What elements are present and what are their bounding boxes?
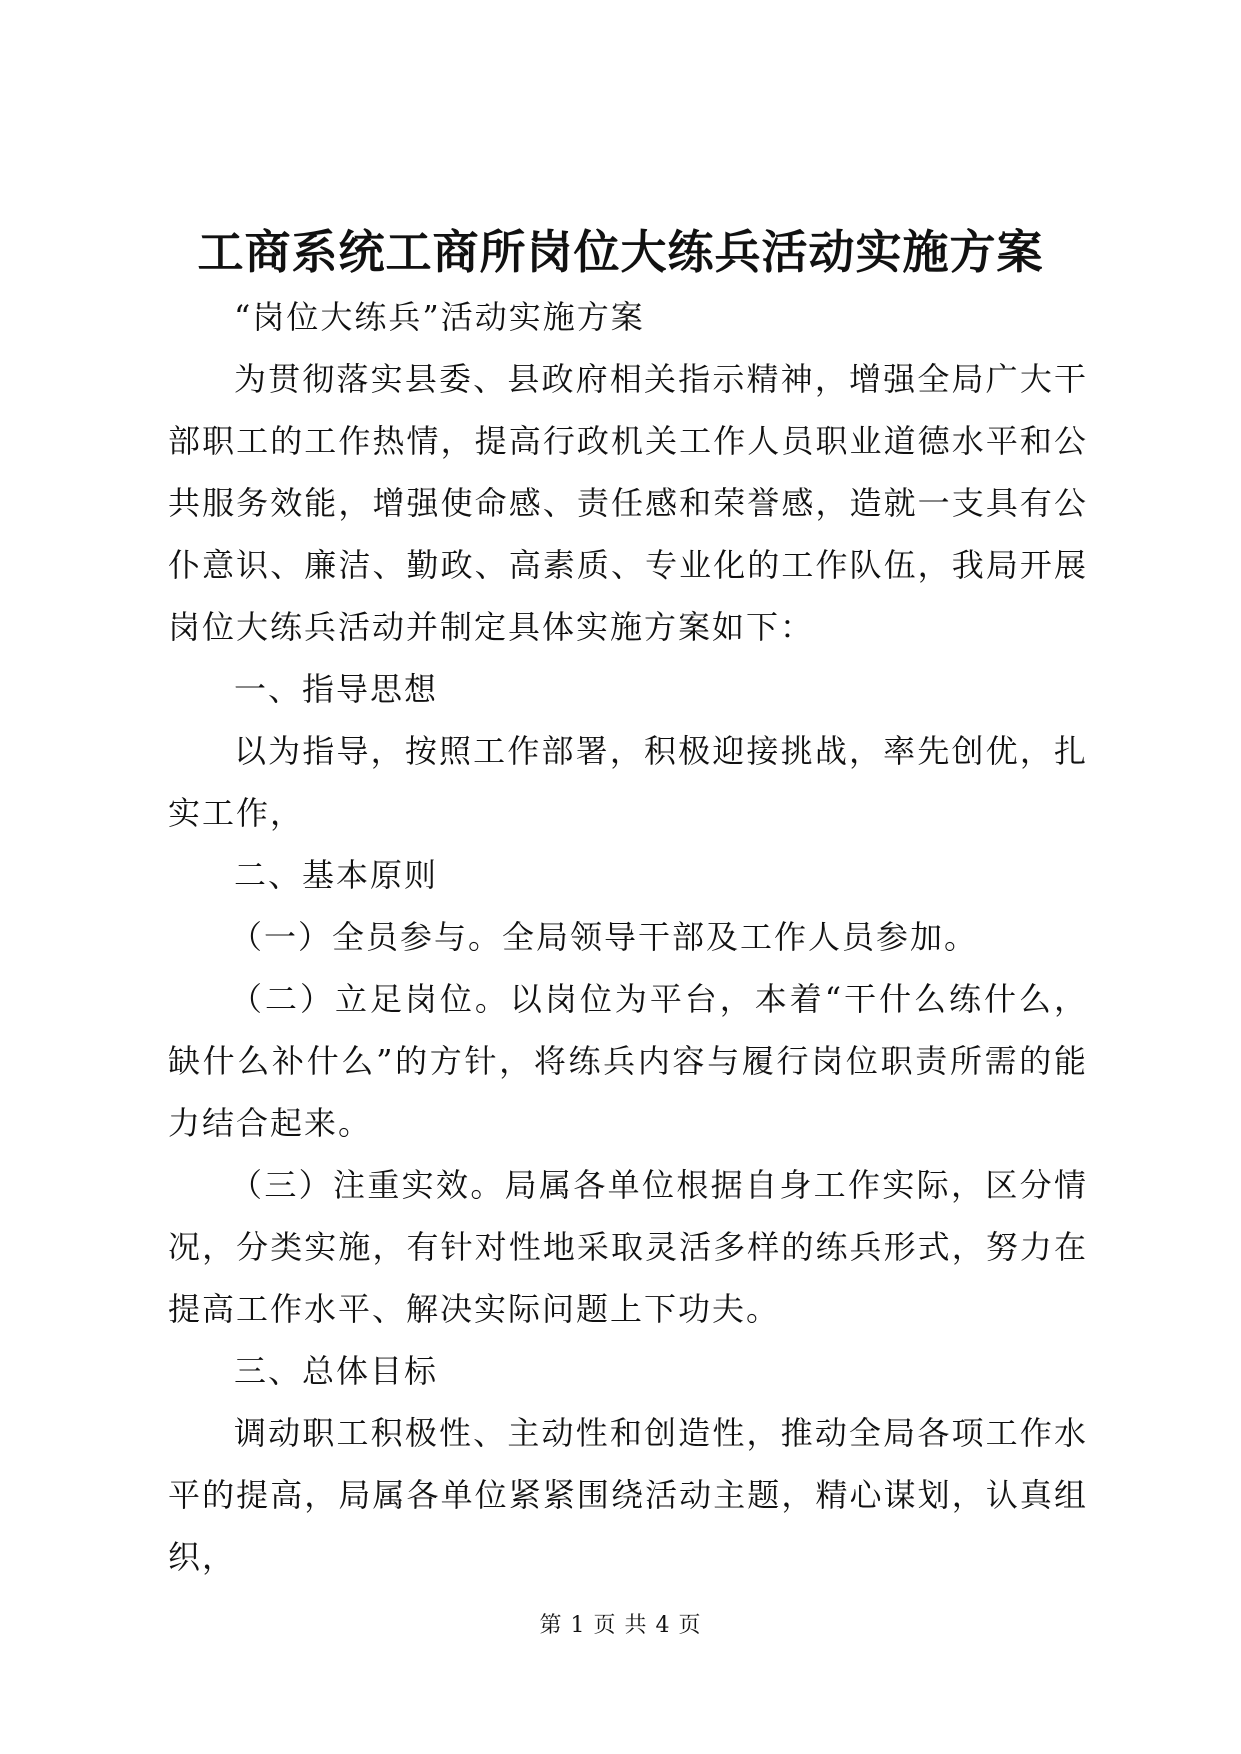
subtitle-paragraph: “岗位大练兵”活动实施方案 [234, 298, 645, 336]
guiding-ideology-paragraph: 以为指导，按照工作部署，积极迎接挑战，率先创优，扎实工作， [168, 732, 1088, 832]
section-heading-guiding-ideology: 一、指导思想 [234, 670, 439, 708]
document-body [168, 286, 1088, 1588]
document-title: 工商系统工商所岗位大练兵活动实施方案 [197, 225, 1044, 279]
section-heading-overall-goals: 三、总体目标 [234, 1352, 439, 1390]
page-number-footer: 第 1 页 共 4 页 [539, 1613, 702, 1638]
principle-3-paragraph: （三）注重实效。局属各单位根据自身工作实际，区分情况，分类实施，有针对性地采取灵活多样的练兵形式，努力在提高工作水平、解决实际问题上下功夫。 [168, 1166, 1088, 1328]
intro-paragraph: 为贯彻落实县委、县政府相关指示精神，增强全局广大干部职工的工作热情，提高行政机关工作人员职业道德水平和公共服务效能，增强使命感、责任感和荣誉感，造就一支具有公仆意识、廉洁、勤政、高素质、专业化的工作队伍，我局开展岗位大练兵活动并制定具体实施方案如下： [168, 360, 1088, 646]
principle-1-paragraph: （一）全员参与。全局领导干部及工作人员参加。 [230, 918, 979, 956]
principle-2-paragraph: （二）立足岗位。以岗位为平台，本着“干什么练什么，缺什么补什么”的方针，将练兵内容与履行岗位职责所需的能力结合起来。 [168, 980, 1088, 1142]
section-heading-basic-principles: 二、基本原则 [234, 856, 439, 894]
overall-goals-paragraph: 调动职工积极性、主动性和创造性，推动全局各项工作水平的提高，局属各单位紧紧围绕活动主题，精心谋划，认真组织， [168, 1414, 1088, 1576]
